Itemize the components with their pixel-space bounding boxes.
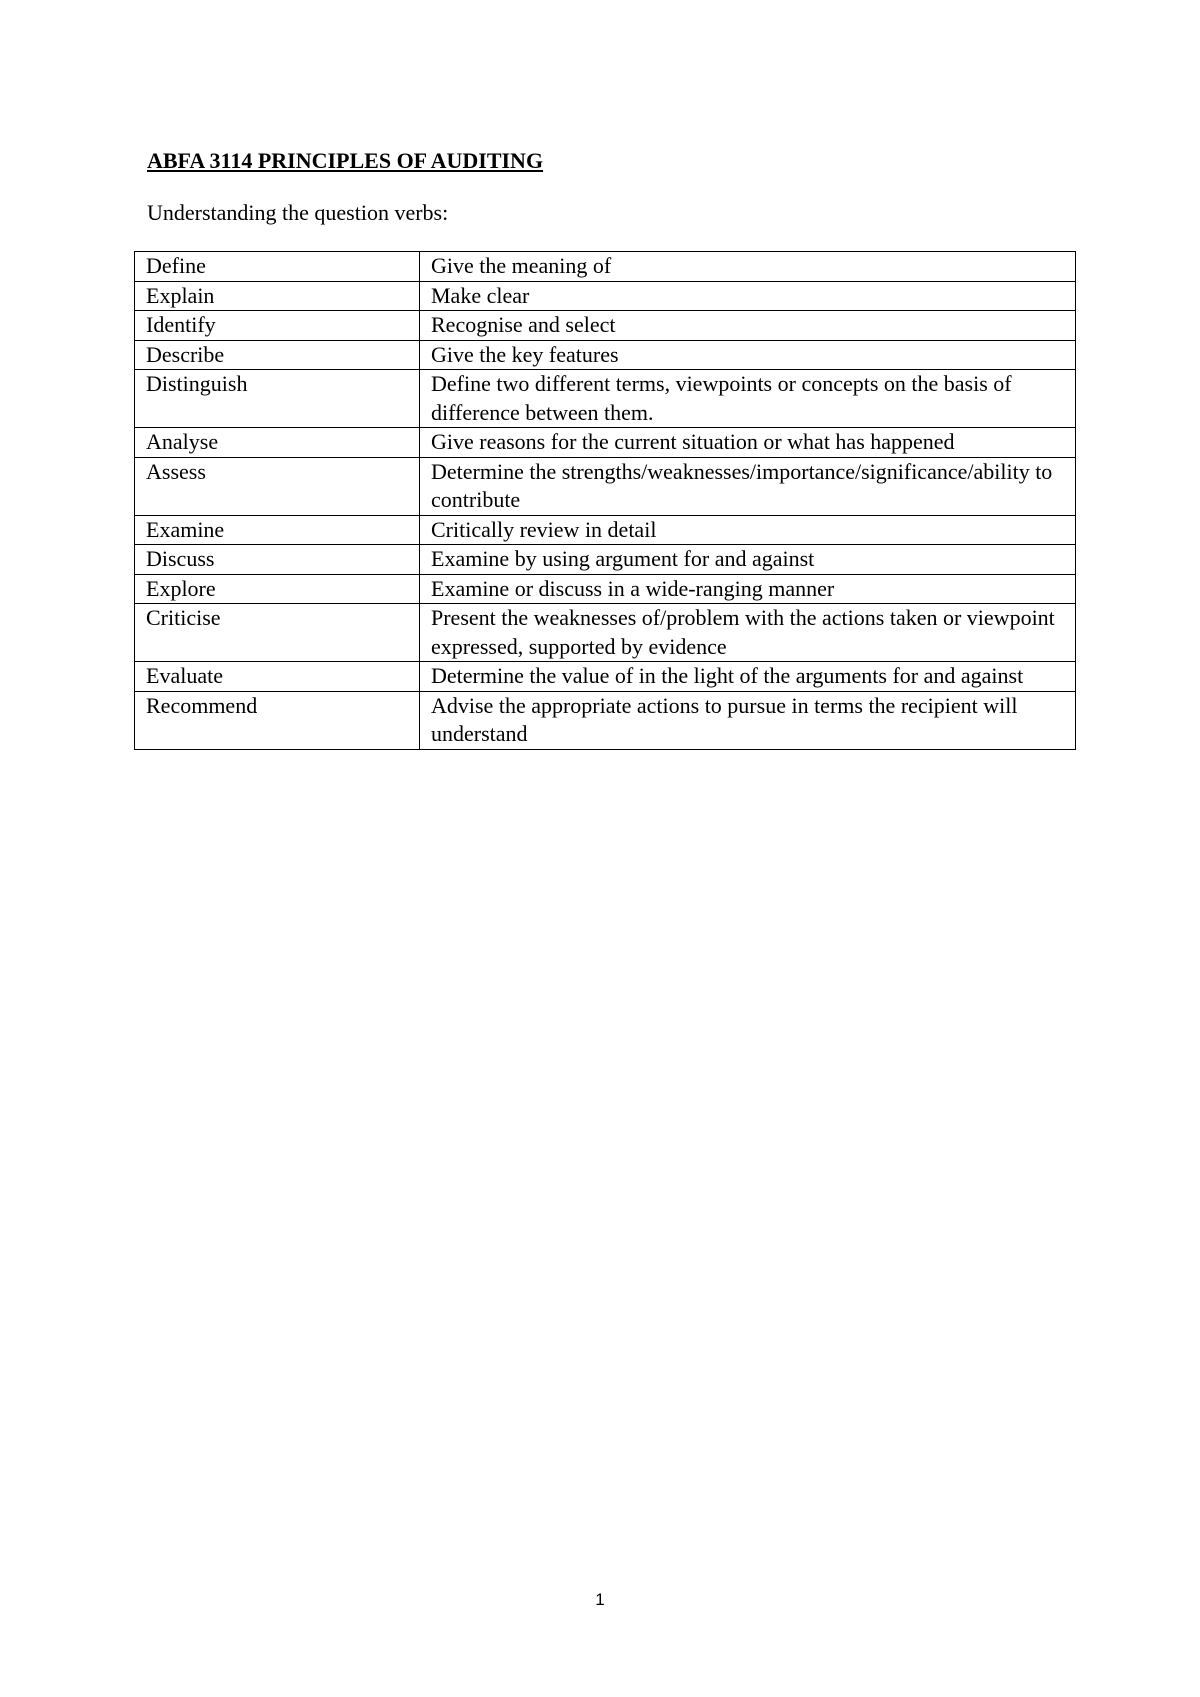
verb-term: Distinguish [135, 370, 420, 428]
verb-term: Assess [135, 457, 420, 515]
verb-term: Examine [135, 515, 420, 545]
document-subtitle: Understanding the question verbs: [147, 200, 449, 225]
verb-meaning: Give the meaning of [420, 252, 1076, 282]
verb-meaning: Make clear [420, 281, 1076, 311]
table-row [135, 691, 1076, 749]
verb-meaning: Give the key features [420, 340, 1076, 370]
table-row [135, 574, 1076, 604]
table-row [135, 545, 1076, 575]
table-row [135, 457, 1076, 515]
table-row [135, 604, 1076, 662]
table-row [135, 281, 1076, 311]
document-title: ABFA 3114 PRINCIPLES OF AUDITING [147, 148, 544, 173]
page-number: 1 [595, 1590, 605, 1609]
table-row [135, 340, 1076, 370]
verb-meaning: Recognise and select [420, 311, 1076, 341]
verb-meaning: Present the weaknesses of/problem with the actions taken or viewpoint expressed, supported by evidence [420, 604, 1076, 662]
table-row [135, 252, 1076, 282]
table-row [135, 370, 1076, 428]
table-row [135, 515, 1076, 545]
verb-term: Identify [135, 311, 420, 341]
verb-meaning: Give reasons for the current situation or what has happened [420, 428, 1076, 458]
verb-meaning: Examine or discuss in a wide-ranging manner [420, 574, 1076, 604]
verb-term: Discuss [135, 545, 420, 575]
verb-term: Explore [135, 574, 420, 604]
verb-term: Analyse [135, 428, 420, 458]
verb-meaning: Define two different terms, viewpoints or concepts on the basis of difference between them. [420, 370, 1076, 428]
verb-term: Explain [135, 281, 420, 311]
table-row [135, 428, 1076, 458]
verb-term: Describe [135, 340, 420, 370]
verb-meaning: Determine the value of in the light of the arguments for and against [420, 662, 1076, 692]
verb-term: Define [135, 252, 420, 282]
verb-term: Recommend [135, 691, 420, 749]
table-row [135, 311, 1076, 341]
verb-meaning: Advise the appropriate actions to pursue in terms the recipient will understand [420, 691, 1076, 749]
verb-term: Evaluate [135, 662, 420, 692]
table-row [135, 662, 1076, 692]
verb-meaning: Critically review in detail [420, 515, 1076, 545]
verb-meaning: Determine the strengths/weaknesses/importance/significance/ability to contribute [420, 457, 1076, 515]
verb-term: Criticise [135, 604, 420, 662]
question-verbs-table [134, 251, 1076, 750]
verb-meaning: Examine by using argument for and against [420, 545, 1076, 575]
